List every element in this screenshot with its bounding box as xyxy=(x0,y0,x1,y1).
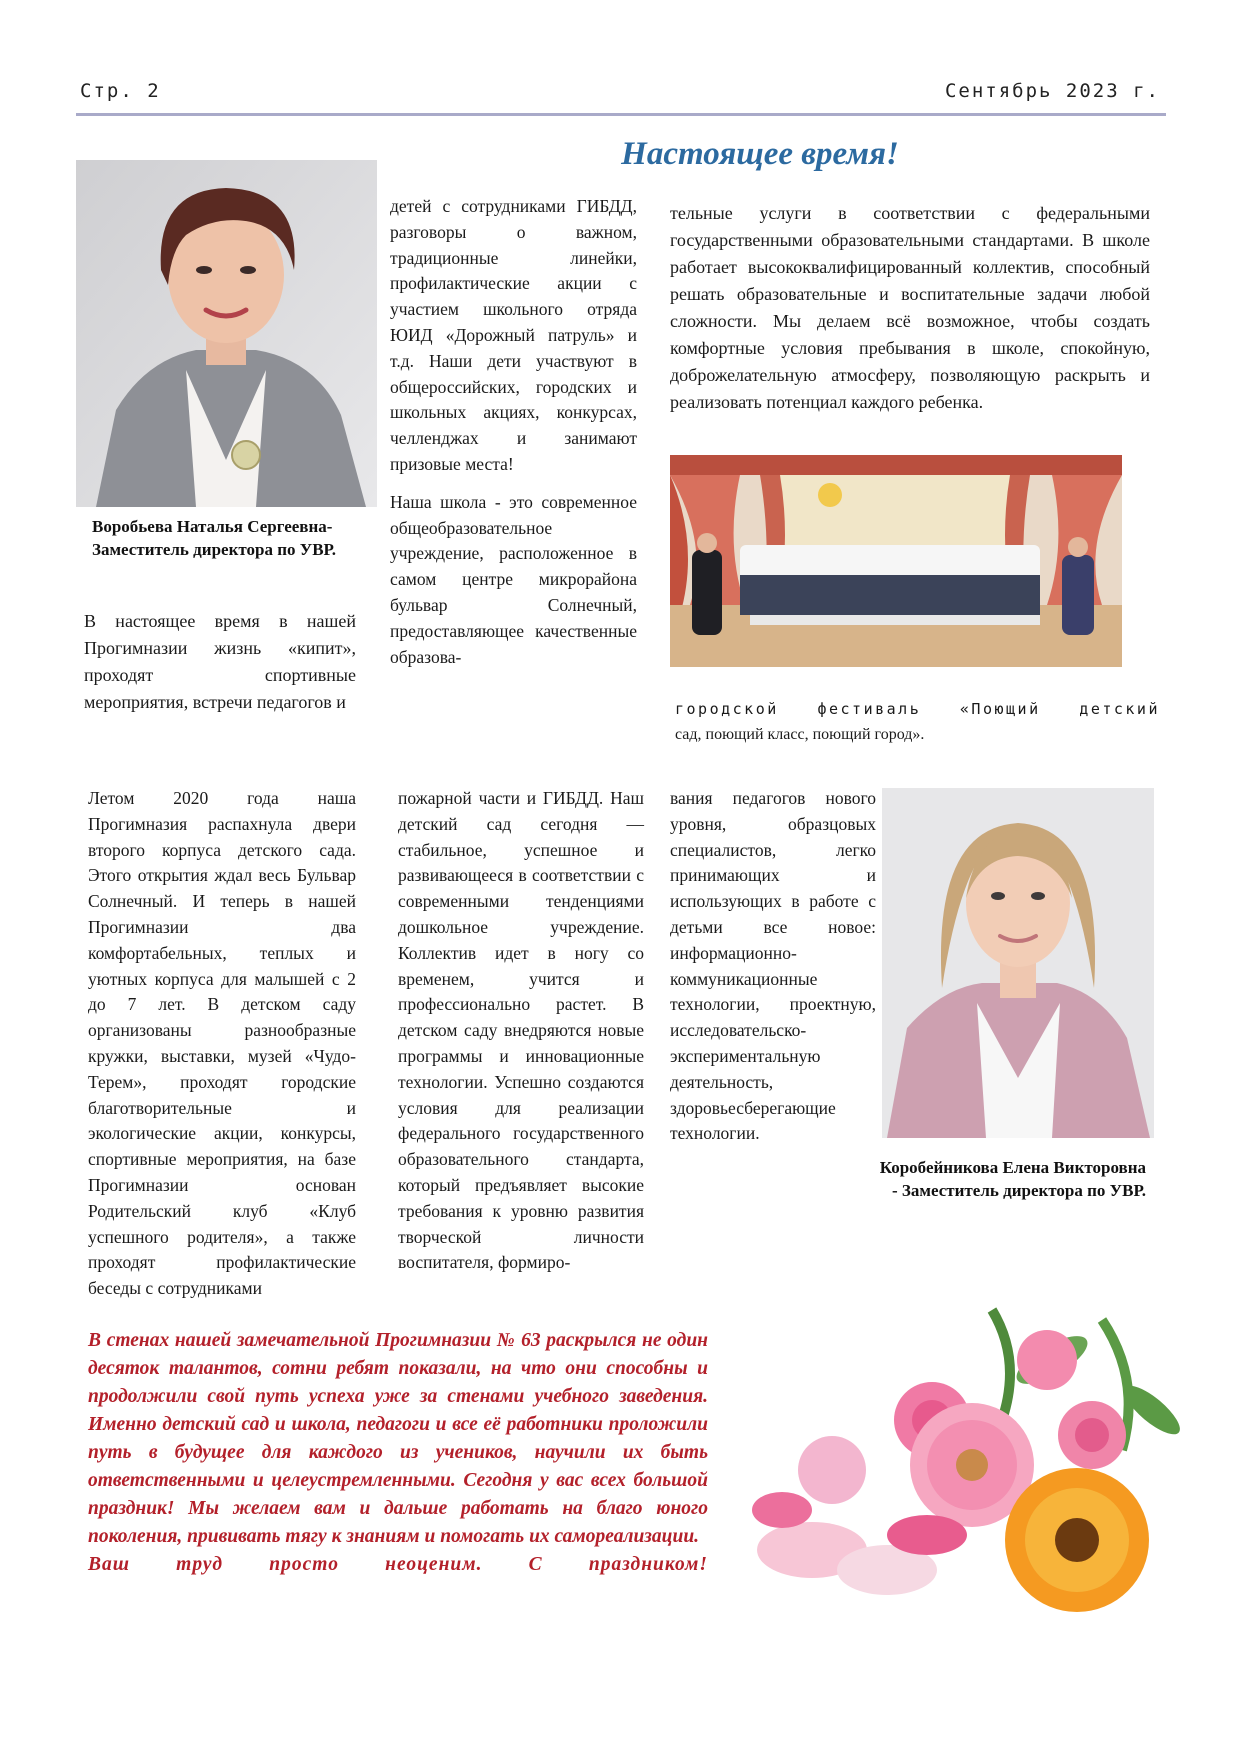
festival-photo xyxy=(670,455,1122,667)
section2-col1-text: Летом 2020 года наша Прогимназия распахнула двери второго корпуса детского сада. Этого открытия ждал весь Бульвар Солнечный. И теперь в нашей Прогимназии два комфортабельных, теплых и уютных корпуса для малышей с 2 до 7 лет. В детском саду организованы разнообразные кружки, выставки, музей «Чудо-Терем», проходят городские благотворительные и экологические акции, конкурсы, спортивные мероприятия, на базе Прогимназии основан Родительский клуб «Клуб успешного родителя», а также проходят профилактические беседы с сотрудниками xyxy=(88,788,356,1299)
closing-greeting: Ваш труд просто неоценим. С праздником! xyxy=(88,1554,708,1575)
section1-column3 xyxy=(670,200,1150,428)
section2-col2-text: пожарной части и ГИБДД. Наш детский сад сегодня — стабильное, успешное и развивающееся в соответствии с современными тенденциями дошкольное учреждение. Коллектив идет в ногу со временем, учится и профессионально растет. В детском саду внедряются новые программы и инновационные технологии. Успешно создаются условия для реализации федерального государственного образовательного стандарта, который предъявляет высокие требования к уровню развития творческой личности воспитателя, формиро- xyxy=(398,788,644,1273)
section1-column1 xyxy=(84,608,356,728)
article-title: Настоящее время! xyxy=(621,136,899,172)
festival-caption-line1: городской фестиваль «Поющий детский xyxy=(675,700,1160,718)
portrait2-caption xyxy=(840,1156,1146,1202)
section1-col1-text: В настоящее время в нашей Прогимназии жизнь «кипит», проходят спортивные мероприятия, встречи педагогов и xyxy=(84,611,356,712)
flowers-bouquet-image xyxy=(722,1300,1192,1630)
closing-message xyxy=(88,1327,708,1579)
section1-column2 xyxy=(390,194,637,682)
section1-col2-para1: детей с сотрудниками ГИБДД, разговоры о важном, традиционные линейки, профилактические акции с участием школьного отряда ЮИД «Дорожный патруль» и т.д. Наши дети участвуют в общероссийских, городских и школьных акциях, конкурсах, челленджах и занимают призовые места! xyxy=(390,196,637,474)
section1-col2-para2: Наша школа - это современное общеобразовательное учреждение, расположенное в самом центре микрорайона бульвар Солнечный, предоставляющее качественные образова- xyxy=(390,491,637,667)
section2-col3-text: вания педагогов нового уровня, образцовых специалистов, легко принимающих и использующих в работе с детьми все новое: информационно-коммуникационные технологии, проектную, исследовательско-экспериментальную деятельность, здоровьесберегающие технологии. xyxy=(670,788,876,1144)
closing-text: В стенах нашей замечательной Прогимназии № 63 раскрылся не один десяток талантов, сотни ребят показали, на что они способны и продолжили свой путь успеха уже за стенами учебного заведения. Именно детский сад и школа, педагоги и все её работники проложили путь в будущее для каждого из учеников, научили их быть ответственными и целеустремленными. Сегодня у вас всех большой праздник! Мы желаем вам и дальше работать на благо юного поколения, прививать тягу к знаниям и помогать их самореализации. xyxy=(88,1330,708,1547)
section2-column1 xyxy=(88,786,356,1314)
header-divider xyxy=(76,113,1166,116)
section2-column3 xyxy=(670,786,876,1159)
festival-caption xyxy=(675,697,1160,747)
section2-column2 xyxy=(398,786,644,1288)
issue-date: Сентябрь 2023 г. xyxy=(944,80,1160,102)
portrait1-caption xyxy=(92,515,382,561)
portrait-vorobyeva xyxy=(76,160,377,507)
page-number: Стр. 2 xyxy=(80,80,161,102)
portrait2-role: - Заместитель директора по УВР. xyxy=(892,1181,1146,1200)
portrait1-role: Заместитель директора по УВР. xyxy=(92,540,337,559)
portrait1-name: Воробьева Наталья Сергеевна- xyxy=(92,517,333,536)
portrait2-name: Коробейникова Елена Викторовна xyxy=(879,1158,1146,1177)
festival-caption-line2: сад, поющий класс, поющий город». xyxy=(675,726,925,743)
portrait-korobeinikova xyxy=(882,788,1154,1138)
section1-col3-text: тельные услуги в соответствии с федеральными государственными образовательными стандартами. В школе работает высококвалифицированный коллектив, способный решать образовательные и воспитательные задачи любой сложности. Мы делаем всё возможное, чтобы создать комфортные условия пребывания в школе, спокойную, доброжелательную атмосферу, позволяющую раскрыть и реализовать потенциал каждого ребенка. xyxy=(670,203,1150,412)
